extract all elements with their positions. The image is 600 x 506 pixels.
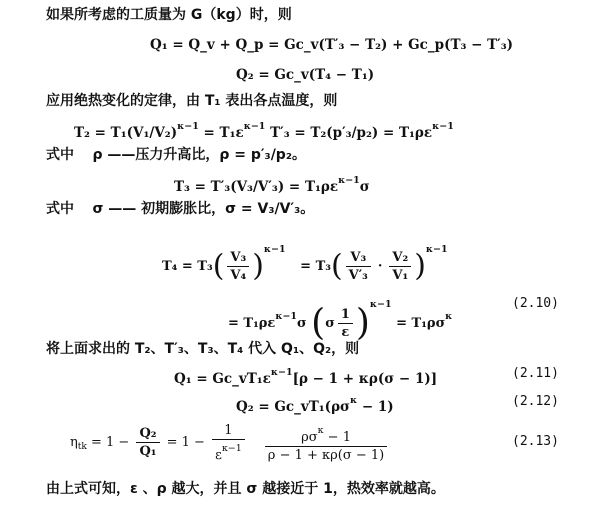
fraction-1-eps: $\frac{1}{\varepsilon^{\kappa-1}}$ — [212, 423, 245, 463]
formula-label: 式中 — [46, 147, 74, 163]
fraction-efficiency-main: $\frac{\rho\sigma^\kappa - 1}{\rho - 1 + \kappa\rho(\sigma - 1)}$ — [265, 423, 387, 463]
intro-text: 如果所考虑的工质量为 G（kg）时，则 — [46, 7, 292, 23]
equation-q1-definition: Q₁ = Q_v + Q_p = Gc_v(T′₃ − T₂) + Gc_p(T₃ − T′₃) — [150, 37, 514, 53]
eq-t2-rhs: = T₁ε — [198, 125, 244, 141]
eq-t4-lhs: T₄ = T₃ — [162, 259, 213, 274]
equation-t2-t3prime — [74, 118, 454, 142]
eq-t3-exponent: κ−1 — [338, 175, 360, 186]
equation-t4-line2: = $T_1\rho\varepsilon^{\kappa-1}\sigma$ (σ $\frac{1}{\varepsilon}$ )$^{\kappa-1} = T_1\rho\sigma^\kappa$ — [228, 299, 453, 344]
eq-t2-rhs-exponent: κ−1 — [243, 121, 266, 132]
formula-label-2: 式中 — [46, 201, 74, 217]
equation-q2: $Q_2 = Gc\_vT_1(\rho\sigma^\kappa - 1)$ — [236, 395, 394, 415]
equation-number-2-11: (2.11) — [512, 366, 559, 381]
fraction-v2-v1: $\frac{\text{V₂}}{\text{V₁}}$ — [389, 250, 411, 283]
equation-t4: T₄ = T₃( $\frac{\text{V₃}}{\text{V₄}}$ )$^{\kappa-1}$ = T₃( $\frac{\text{V₃}}{\text{V′₃}}$ · $\frac{\text{V₂}}{\text{V₁}}$ )$^{\kappa-1}$ — [162, 244, 448, 284]
rho-definition: ρ ——压力升高比，ρ = p′₃/p₂。 — [92, 147, 306, 163]
eq-t3prime-exponent: κ−1 — [432, 121, 454, 132]
fraction-v3-v3prime: $\frac{\text{V₃}}{\text{V′₃}}$ — [346, 250, 371, 283]
conclusion-text: 由上式可知，ε 、ρ 越大，并且 σ 越接近于 1，热效率就越高。 — [46, 481, 445, 497]
sigma-definition-line — [46, 200, 314, 218]
eq-t3prime: T′₃ = T₂(p′₃/p₂) = T₁ρε — [265, 125, 433, 141]
fraction-1-epsilon: $\frac{1}{\varepsilon}$ — [338, 307, 353, 340]
sigma-definition: σ —— 初期膨胀比，σ = V₃/V′₃。 — [92, 201, 315, 217]
equation-number-2-10: (2.10) — [512, 296, 559, 311]
adiabatic-text: 应用绝热变化的定律，由 T₁ 表出各点温度，则 — [46, 93, 338, 109]
eq-t2-exponent: κ−1 — [177, 121, 199, 132]
equation-efficiency: $\eta_{tk} = 1$ − $\frac{\text{Q₂}}{\text{Q₁}}$ = 1 − $\frac{1}{\varepsilon^{\kappa-1}}$ $\frac{\rho\sigma^\kappa - 1}{\rho - 1 + \kappa\rho(\sigma - 1)}$ — [70, 422, 390, 468]
equation-number-2-12: (2.12) — [512, 394, 559, 409]
fraction-v3-v4: $\frac{\text{V₃}}{\text{V₄}}$ — [227, 250, 249, 283]
substitute-text: 将上面求出的 T₂、T′₃、T₃、T₄ 代入 Q₁、Q₂，则 — [46, 341, 360, 357]
eq-t3-tail: σ — [359, 179, 370, 195]
eq-t2: T₂ = T₁(V₁/V₂) — [74, 125, 178, 141]
equation-number-2-13: (2.13) — [512, 434, 559, 449]
rho-definition-line — [46, 146, 306, 164]
equation-t3 — [174, 172, 370, 196]
equation-q1: $Q_1 = Gc\_vT_1\varepsilon^{\kappa-1}[\rho - 1 + \kappa\rho(\sigma - 1)]$ — [174, 367, 438, 387]
equation-q2-definition: Q₂ = Gc_v(T₄ − T₁) — [236, 67, 375, 83]
fraction-q2-q1: $\frac{\text{Q₂}}{\text{Q₁}}$ — [136, 426, 159, 459]
eq-t3: T₃ = T′₃(V₃/V′₃) = T₁ρε — [174, 179, 339, 195]
